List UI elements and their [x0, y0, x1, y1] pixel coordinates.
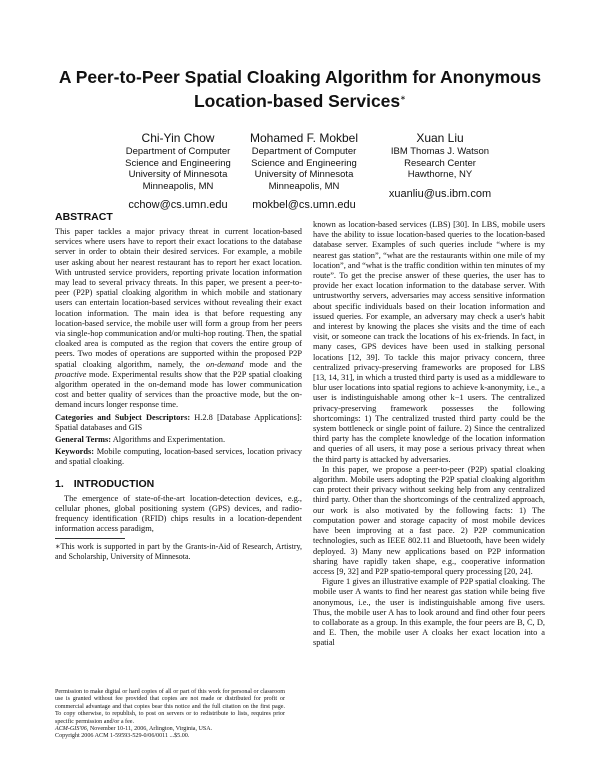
section-title: INTRODUCTION	[73, 477, 155, 490]
introduction-heading	[55, 478, 302, 491]
author-affiliation-line: Hawthorne, NY	[407, 169, 473, 180]
author-affiliation-line: University of Minnesota	[128, 169, 228, 180]
right-paragraph-3: Figure 1 gives an illustrative example of P2P spatial cloaking. The mobile user A wants to find her nearest gas station while being five anonymous, i.e., the user is indistinguishable among five users. Thus, the mobile user A has to look around and find other four peers to collaborate as a group. In this example, the four peers are B, C, D, and E. Then, the mobile user A cloaks her exact location into a spatial	[313, 577, 545, 648]
abstract-text-a: This paper tackles a major privacy threat in current location-based services where users have to report their exact locations to the database server in order to obtain their desired services. For example, a mobile user asking about her nearest restaurant has to report her exact location. With untrusted service providers, reporting private location information may lead to several privacy threats. In this paper, we present a peer-to-peer (P2P) spatial cloaking algorithm in which mobile and stationary users can entertain location-based services without revealing their exact location information. The main idea is that before requesting any location-based service, the mobile user will form a group from her peers via single-hop communication and/or multi-hop routing. Then, the spatial cloaked area is computed as the region that covers the entire group of peers. Two modes of operations are supported within the proposed P2P spatial cloaking algorithm, namely, the	[55, 227, 302, 369]
title-footnote-marker: ∗	[400, 95, 407, 102]
author-affiliation-line: University of Minnesota	[254, 169, 354, 180]
categories-text: H.2.8 [Database Applications]: Spatial databases and GIS	[55, 412, 303, 432]
title-line-1: A Peer-to-Peer Spatial Cloaking Algorithm for Anonymous	[58, 67, 542, 87]
author-name: Mohamed F. Mokbel	[249, 131, 359, 145]
abstract-body	[55, 227, 302, 411]
permission-text: Permission to make digital or hard copies of all or part of this work for personal or classroom use is granted without fee provided that copies are not made or distributed for profit or commercial advantage and that copies bear this notice and the full citation on the first page. To copy otherwise, to republish, to post on servers or to redistribute to lists, requires prior specific permission and/or a fee.	[55, 689, 285, 725]
copyright-line: Copyright 2006 ACM 1-59593-529-0/06/0011 ...$5.00.	[55, 733, 190, 740]
title-line-2-text: Location-based Services	[193, 90, 401, 111]
footnote-rule	[55, 538, 125, 539]
author-affiliation-line: IBM Thomas J. Watson	[390, 146, 490, 157]
conference-details: November 10-11, 2006, Arlington, Virginia, USA.	[88, 726, 213, 733]
author-name: Xuan Liu	[416, 131, 464, 145]
abstract-text-b: mode and the	[243, 359, 302, 369]
abstract-emphasis-proactive: proactive	[55, 369, 87, 379]
abstract-heading: ABSTRACT	[55, 211, 113, 223]
abstract-text-c: mode. Experimental results show that the P2P spatial cloaking algorithm operated in the on-demand mode has lower communication cost and better quality of services than the proactive mode, but the on-demand incurs longer response time.	[55, 369, 302, 410]
footnote-text: ∗This work is supported in part by the Grants-in-Aid of Research, Artistry, and Scholarship, University of Minnesota.	[55, 542, 302, 562]
conference-name: ACM-GIS'06,	[55, 726, 89, 733]
author-email: xuanliu@us.ibm.com	[388, 187, 492, 200]
keywords-text: Mobile computing, location-based services, location privacy and spatial cloaking.	[55, 447, 302, 467]
author-affiliation-line: Minneapolis, MN	[142, 180, 214, 192]
section-number: 1.	[55, 477, 64, 490]
author-affiliation-line: Science and Engineering	[125, 157, 231, 169]
author-name: Chi-Yin Chow	[141, 131, 215, 145]
author-affiliation-line: Science and Engineering	[251, 157, 357, 169]
author-3	[355, 131, 525, 201]
author-affiliation-line: Minneapolis, MN	[268, 180, 340, 192]
author-affiliation-line: Department of Computer	[251, 146, 357, 157]
author-affiliation-line: Department of Computer	[125, 146, 231, 157]
right-column	[313, 220, 545, 649]
intro-paragraph-1: The emergence of state-of-the-art location-detection devices, e.g., cellular phones, global positioning system (GPS) devices, and radio-frequency identification (RFID) chips results in a location-dependent information access paradigm,	[55, 493, 302, 534]
author-email: mokbel@cs.umn.edu	[252, 199, 356, 211]
keywords-label: Keywords:	[55, 447, 95, 457]
title-line-2	[40, 88, 560, 112]
categories-line	[55, 413, 302, 433]
right-paragraph-1: known as location-based services (LBS) [30]. In LBS, mobile users have the ability to issue location-based queries to the location-based database server. Examples of such queries include “where is my nearest gas station”, “what are the restaurants within one mile of my location”, and “what is the traffic condition within ten minutes of my route”. To get the precise answer of these queries, the user has to provide her exact location information to the database server. With untrustworthy servers, adversaries may access sensitive information about specific individuals based on their location information and issued queries. For example, an adversary may check a user's habit and interest by knowing the places she visits and the time of each visit, or someone can track the locations of his ex-friends. In fact, in many cases, GPS devices have been used in stalking personal locations [12, 39]. To tackle this major privacy concern, three centralized privacy-preserving frameworks are proposed for LBS [13, 14, 31], in which a trusted third party is used as a middleware to blur user locations into spatial regions to achieve k-anonymity, i.e., a user is indistinguishable among other k−1 users. The centralized privacy-preserving framework possesses the following shortcomings: 1) The centralized trusted third party could be the system bottleneck or single point of failure. 2) Since the centralized third party has the complete knowledge of the location information and queries of all users, it may pose a serious privacy threat when the third party is attacked by adversaries.	[313, 220, 545, 464]
paper-title	[40, 66, 560, 112]
general-terms-label: General Terms:	[55, 435, 112, 445]
author-affiliation-line: Research Center	[404, 157, 476, 169]
right-paragraph-2: In this paper, we propose a peer-to-peer (P2P) spatial cloaking algorithm. Mobile users adopting the P2P spatial cloaking algorithm can protect their privacy without seeking help from any centralized third party. Other than the shortcomings of the centralized approach, our work is also motivated by the following facts: 1) The computation power and storage capacity of most mobile devices have been improving at a fast pace. 2) P2P communication technologies, such as IEEE 802.11 and Bluetooth, have been widely deployed. 3) Many new applications based on P2P information sharing have rapidly taken shape, e.g., cooperative information access [9, 32] and P2P spatio-temporal query processing [20, 24].	[313, 464, 545, 576]
general-terms-text: Algorithms and Experimentation.	[111, 435, 226, 445]
permission-notice	[55, 689, 285, 741]
categories-label: Categories and Subject Descriptors:	[55, 412, 191, 422]
author-email: cchow@cs.umn.edu	[128, 199, 228, 211]
left-column	[55, 211, 302, 562]
keywords-line	[55, 447, 302, 467]
author-block	[0, 131, 600, 211]
abstract-emphasis-on-demand: on-demand	[205, 359, 244, 369]
footnote-block	[55, 538, 302, 561]
general-terms-line	[55, 435, 302, 445]
